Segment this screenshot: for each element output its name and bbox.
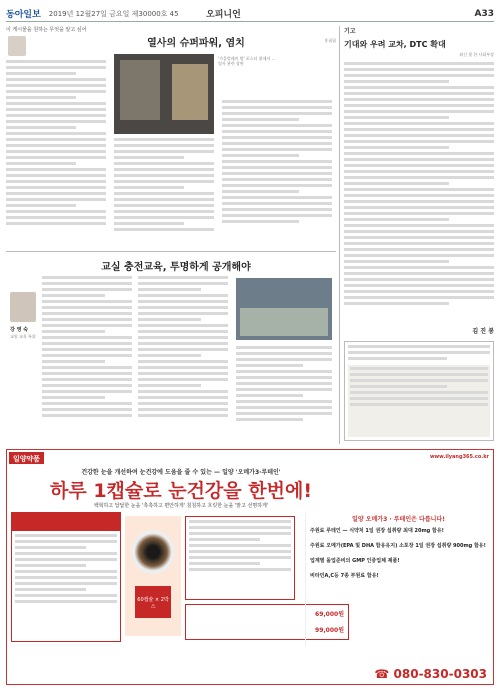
eye-icon xyxy=(131,530,175,574)
ad-benefit-box xyxy=(11,512,121,642)
ad-subhead: 건강한 눈을 개선하여 눈건강에 도움을 줄 수 있는 — 일양 '오메가3·루테인' xyxy=(81,469,281,476)
author-role: 교원 교육 특위 xyxy=(10,334,36,339)
offer-4: 비타민A,C등 7종 부원료 함유! xyxy=(310,573,379,579)
byline: 홍필립 xyxy=(324,38,336,43)
column-opinion-2 xyxy=(6,256,336,444)
body2-col-2 xyxy=(138,276,228,442)
ad-product-image xyxy=(125,516,181,636)
guest-title: 기대와 우려 교차, DTC 확대 xyxy=(344,40,446,49)
column-divider-vertical xyxy=(339,26,340,444)
body2-col-1 xyxy=(42,276,132,442)
column-tag: 이 게시물을 원하는 무엇을 알고 싶어 xyxy=(6,27,87,33)
author-photo-2 xyxy=(10,292,36,322)
phone-number[interactable] xyxy=(374,667,487,681)
kicker: 기고 xyxy=(344,28,356,35)
paper-logo: 동아일보 xyxy=(6,10,41,20)
guest-body xyxy=(344,62,494,324)
signoff: 김 진 봉 xyxy=(472,328,494,335)
section-title: 오피니언 xyxy=(206,10,241,20)
advertisement[interactable] xyxy=(6,449,494,685)
offer-3: 업계별 돌업준비의 GMP 인증업체 제품! xyxy=(310,558,400,564)
right-banner: 일양 오메가3 · 루테인은 다릅니다! xyxy=(352,516,445,523)
column-guest xyxy=(344,26,494,444)
offer-2: 주원료 오메가(EPA 및 DHA 함유유지) 소포장 1일 권장 섭취량 900mg 함유! xyxy=(310,543,486,549)
offer-1: 주원료 루테인 — 식약처 1일 권장 섭취량 최대 20mg 함유! xyxy=(310,528,444,534)
ad-headline: 하루 1캡슐로 눈건강을 한번에! xyxy=(50,480,312,502)
ad-brand-text: 일양약품 xyxy=(13,455,41,463)
price-1: 69,000원 xyxy=(315,611,344,618)
phone-text: 080-830-0303 xyxy=(393,667,487,681)
column2-title: 교실 충전교육, 투명하게 공개해야 xyxy=(101,262,251,273)
feature-photo xyxy=(114,54,214,134)
column-title: 열사의 슈퍼파워, 염치 xyxy=(147,38,245,49)
ad-tagline: 백혁하고 답답한 눈을 '촉촉하고 편안하게' 침침하고 흐릿한 눈을 '맑고 선명하게' xyxy=(93,503,269,509)
body-col-3 xyxy=(222,100,332,246)
column-divider-horizontal xyxy=(6,251,336,252)
masthead xyxy=(6,6,494,22)
author-name: 강 영 숙 xyxy=(10,327,28,333)
issue-date: 2019년 12월27일 금요일 제30000호 45 xyxy=(48,9,179,18)
classroom-photo xyxy=(236,278,332,340)
body-col-2 xyxy=(114,138,214,246)
ad-right-panel xyxy=(305,512,491,646)
body2-col-3 xyxy=(236,346,332,442)
phone-icon: ☎ xyxy=(374,667,394,681)
ad-url[interactable]: www.ilyang365.co.kr xyxy=(429,454,489,460)
sidebar-box xyxy=(344,341,494,441)
column-opinion-1 xyxy=(6,26,336,248)
body-col-1 xyxy=(6,60,106,246)
ad-brand xyxy=(9,452,44,464)
photo-caption: '가을벌레의 밤' 포스터 위에서 ... 열사 관련 장면 xyxy=(218,56,276,66)
author-note: 외신 뒷 한 사회부장 xyxy=(459,52,494,57)
box-badge: 60캡슐 × 2박스 xyxy=(135,586,171,618)
author-photo xyxy=(8,36,26,56)
page-number: A33 xyxy=(474,8,494,19)
ad-checklist xyxy=(185,516,295,600)
price-2: 99,000원 xyxy=(315,627,344,634)
